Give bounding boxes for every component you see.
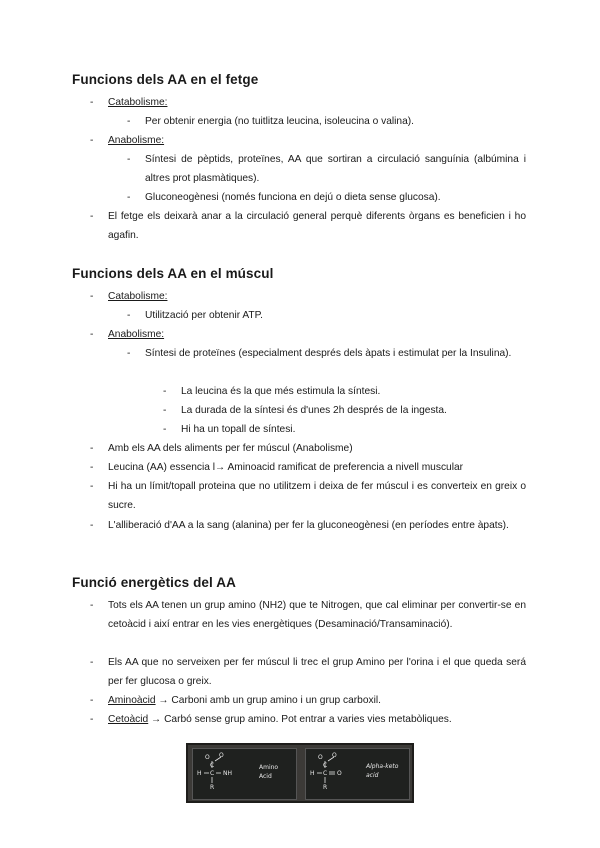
list-item: - Tots els AA tenen un grup amino (NH2) que te Nitrogen, que cal eliminar per convertir-se en cetoàcid i així entrar en les vies energètiques (Desaminació/Transaminació). [90, 600, 526, 630]
svg-text:O: O [219, 752, 224, 759]
catabolisme-label: Catabolisme: [108, 291, 168, 302]
list-item: - El fetge els deixarà anar a la circulació general perquè diferents òrgans es beneficien i ho agafin. [90, 211, 526, 241]
list-item: - La durada de la síntesi és d'unes 2h després de la ingesta. [163, 405, 447, 416]
svg-text:H: H [310, 770, 315, 777]
svg-text:R: R [323, 784, 328, 791]
amino-acid-board [192, 748, 297, 800]
acid-label: acid [366, 772, 379, 779]
svg-text:O: O [318, 754, 323, 761]
list-item: - Síntesi de proteïnes (especialment després dels àpats i estimulat per la Insulina). [127, 348, 512, 359]
list-item: - Hi ha un límit/topall proteina que no utilitzem i deixa de fer múscul i es converteix en greix o sucre. [90, 481, 526, 511]
list-item: - Els AA que no serveixen per fer múscul li trec el grup Amino per l'orina i el que queda será per fer glucosa o greix. [90, 657, 526, 687]
svg-text:H: H [197, 770, 202, 777]
list-item: - Amb els AA dels aliments per fer múscul (Anabolisme) [90, 443, 353, 454]
svg-text:C: C [323, 770, 328, 777]
svg-text:O: O [205, 754, 210, 761]
list-item: - Catabolisme: [90, 291, 168, 302]
definition-aminoacid: - Aminoàcid → Carboni amb un grup amino i un grup carboxil. [90, 695, 381, 706]
list-item: - Anabolisme: [90, 329, 165, 340]
list-item: - Hi ha un topall de síntesi. [163, 424, 296, 435]
section-title-energy: Funció energètics del AA [72, 575, 236, 590]
amino-label: Amino [259, 764, 279, 771]
svg-text:O: O [337, 770, 342, 777]
alpha-keto-label: Alpha-keto [366, 763, 399, 770]
svg-text:C: C [210, 762, 215, 769]
svg-text:C: C [323, 762, 328, 769]
svg-text:NH: NH [223, 770, 232, 777]
section-title-muscle: Funcions dels AA en el múscul [72, 266, 274, 281]
list-item: - Utilització per obtenir ATP. [127, 310, 263, 321]
svg-text:C: C [210, 770, 215, 777]
section-title-liver: Funcions dels AA en el fetge [72, 72, 259, 87]
list-item: - Catabolisme: [90, 97, 168, 108]
list-item: - L'alliberació d'AA a la sang (alanina) per fer la gluconeogènesi (en períodes entre àpats). [90, 520, 509, 531]
ketoacid-structure [306, 749, 409, 799]
anabolisme-label: Anabolisme: [108, 329, 165, 340]
svg-text:R: R [210, 784, 215, 791]
svg-text:O: O [332, 752, 337, 759]
anabolisme-label: Anabolisme: [108, 135, 165, 146]
catabolisme-label: Catabolisme: [108, 97, 168, 108]
list-item: - Anabolisme: [90, 135, 165, 146]
amino-vs-ketoacid-diagram [186, 743, 414, 803]
definition-ketoacid: - Cetoàcid → Carbó sense grup amino. Pot entrar a varies vies metabòliques. [90, 714, 452, 725]
list-item: - Leucina (AA) essencia l→ Aminoacid ramificat de preferencia a nivell muscular [90, 462, 464, 473]
list-item: - Gluconeogènesi (només funciona en dejú o dieta sense glucosa). [127, 192, 441, 203]
list-item: - La leucina és la que més estimula la síntesi. [163, 386, 381, 397]
acid-label: Acid [259, 773, 272, 780]
list-item: - Per obtenir energia (no tuitlitza leucina, isoleucina o valina). [127, 116, 414, 127]
ketoacid-board [305, 748, 410, 800]
list-item: - Síntesi de pèptids, proteïnes, AA que sortiran a circulació sanguínia (albúmina i altres prot plasmàtiques). [127, 154, 526, 184]
amino-acid-structure [193, 749, 296, 799]
